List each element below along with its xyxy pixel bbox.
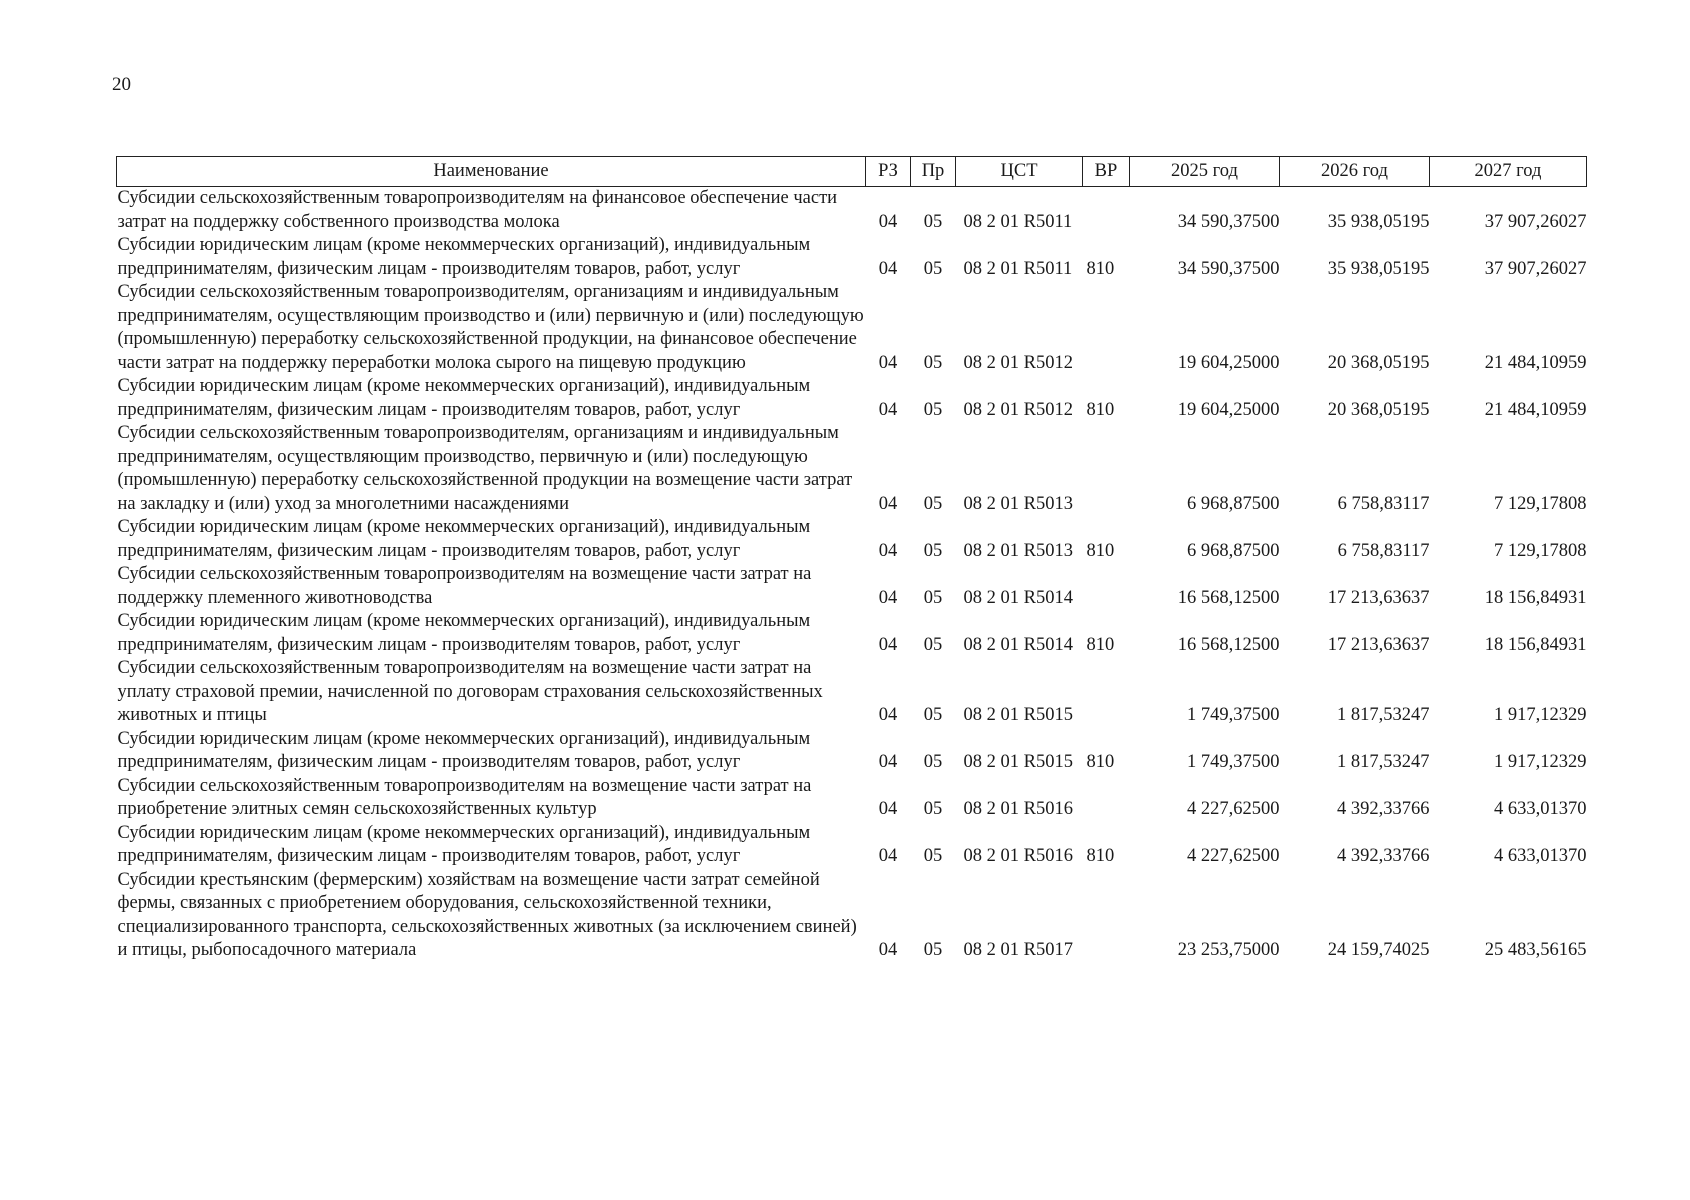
cell-rz: 04 [878,705,898,725]
cell-y2025: 34 590,37500 [1177,258,1280,279]
header-2026: 2026 год [1280,157,1430,187]
cell-pr: 05 [923,752,943,772]
cell-pr: 05 [923,940,943,960]
cell-name: Субсидии сельскохозяйственным товаропроизводителям на финансовое обеспечение части затрат на поддержку собственного производства молока [117,188,838,232]
cell-y2026: 35 938,05195 [1327,211,1430,232]
cell-rz: 04 [878,587,898,608]
cell-name: Субсидии крестьянским (фермерским) хозяйствам на возмещение части затрат семейной фермы, связанных с приобретением оборудования, сельскохозяйственной техники, специализированного транспорта, сельскохозяйственных животных (за исключением свиней) и птицы, рыбопосадочного материала [117,869,857,960]
cell-y2026: 35 938,05195 [1327,258,1430,279]
table-row [117,281,1587,375]
cell-vr: 810 [1086,399,1115,420]
cell-y2027: 37 907,26027 [1484,211,1587,232]
cell-pr: 05 [923,399,943,420]
cell-y2027: 7 129,17808 [1494,540,1587,561]
cell-cst: 08 2 01 R5016 [963,846,1073,866]
table-header-row [117,157,1587,187]
cell-cst: 08 2 01 R5015 [963,752,1073,772]
cell-y2027: 21 484,10959 [1484,399,1587,420]
table-row [117,187,1587,235]
header-2025: 2025 год [1130,157,1280,187]
cell-y2026: 4 392,33766 [1337,846,1430,866]
table-row [117,775,1587,822]
cell-y2025: 6 968,87500 [1187,493,1280,514]
cell-rz: 04 [878,352,898,373]
table-row [117,516,1587,563]
cell-y2025: 16 568,12500 [1177,634,1280,655]
header-pr: Пр [911,157,956,187]
cell-cst: 08 2 01 R5011 [963,258,1073,279]
header-name: Наименование [117,157,866,187]
cell-y2026: 20 368,05195 [1327,352,1430,373]
cell-vr [1083,422,1130,516]
cell-name: Субсидии юридическим лицам (кроме некоммерческих организаций), индивидуальным предпринимателям, физическим лицам - производителям товаров, работ, услуг [117,822,811,866]
cell-y2025: 34 590,37500 [1177,211,1280,232]
cell-y2025: 6 968,87500 [1187,540,1280,561]
cell-y2026: 4 392,33766 [1337,799,1430,819]
page-number: 20 [112,74,131,95]
cell-vr: 810 [1086,634,1115,655]
cell-y2025: 1 749,37500 [1187,752,1280,772]
cell-pr: 05 [923,587,943,608]
cell-cst: 08 2 01 R5013 [963,493,1073,514]
cell-pr: 05 [923,540,943,561]
cell-cst: 08 2 01 R5017 [963,940,1073,960]
cell-name: Субсидии юридическим лицам (кроме некоммерческих организаций), индивидуальным предпринимателям, физическим лицам - производителям товаров, работ, услуг [117,517,811,561]
cell-name: Субсидии сельскохозяйственным товаропроизводителям на возмещение части затрат на поддержку племенного животноводства [117,564,812,608]
cell-cst: 08 2 01 R5014 [963,634,1073,655]
cell-name: Субсидии сельскохозяйственным товаропроизводителям, организациям и индивидуальным предпринимателям, осуществляющим производство и (или) первичную и (или) последующую (промышленную) переработку сельскохозяйственной продукции, на финансовое обеспечение части затрат на поддержку переработки молока сырого на пищевую продукцию [117,282,864,373]
cell-name: Субсидии юридическим лицам (кроме некоммерческих организаций), индивидуальным предпринимателям, физическим лицам - производителям товаров, работ, услуг [117,728,811,772]
table-row [117,657,1587,728]
cell-y2026: 6 758,83117 [1337,540,1430,561]
cell-rz: 04 [878,540,898,561]
cell-cst: 08 2 01 R5011 [963,211,1073,232]
cell-name: Субсидии сельскохозяйственным товаропроизводителям, организациям и индивидуальным предпринимателям, осуществляющим производство, первичную и (или) последующую (промышленную) переработку сельскохозяйственной продукции на возмещение части затрат на закладку и (или) уход за многолетними насаждениями [117,423,853,514]
cell-pr: 05 [923,493,943,514]
table-row [117,234,1587,281]
cell-y2027: 37 907,26027 [1484,258,1587,279]
budget-table [116,156,1587,963]
cell-pr: 05 [923,258,943,279]
cell-y2026: 1 817,53247 [1337,752,1430,772]
cell-y2025: 4 227,62500 [1187,846,1280,866]
cell-y2027: 4 633,01370 [1494,846,1587,866]
cell-cst: 08 2 01 R5015 [963,705,1073,725]
cell-name: Субсидии сельскохозяйственным товаропроизводителям на возмещение части затрат на приобретение элитных семян сельскохозяйственных культур [117,775,812,819]
cell-y2025: 23 253,75000 [1177,940,1280,960]
cell-pr: 05 [923,352,943,373]
cell-cst: 08 2 01 R5016 [963,799,1073,819]
cell-vr [1083,187,1130,235]
cell-rz: 04 [878,752,898,772]
cell-rz: 04 [878,493,898,514]
cell-cst: 08 2 01 R5013 [963,540,1073,561]
cell-y2027: 1 917,12329 [1494,705,1587,725]
cell-vr [1083,563,1130,610]
cell-name: Субсидии юридическим лицам (кроме некоммерческих организаций), индивидуальным предпринимателям, физическим лицам - производителям товаров, работ, услуг [117,376,811,420]
header-cst: ЦСТ [956,157,1083,187]
cell-name: Субсидии юридическим лицам (кроме некоммерческих организаций), индивидуальным предпринимателям, физическим лицам - производителям товаров, работ, услуг [117,611,811,655]
cell-pr: 05 [923,634,943,655]
cell-pr: 05 [923,705,943,725]
cell-y2027: 21 484,10959 [1484,352,1587,373]
cell-y2026: 6 758,83117 [1337,493,1430,514]
cell-y2026: 17 213,63637 [1327,587,1430,608]
header-rz: РЗ [866,157,911,187]
cell-rz: 04 [878,399,898,420]
table-row [117,375,1587,422]
cell-y2026: 1 817,53247 [1337,705,1430,725]
cell-pr: 05 [923,211,943,232]
cell-y2026: 20 368,05195 [1327,399,1430,420]
cell-cst: 08 2 01 R5014 [963,587,1073,608]
table-row [117,610,1587,657]
cell-vr [1083,281,1130,375]
cell-y2025: 19 604,25000 [1177,352,1280,373]
cell-y2027: 18 156,84931 [1484,634,1587,655]
cell-cst: 08 2 01 R5012 [963,399,1073,420]
header-2027: 2027 год [1430,157,1587,187]
cell-pr: 05 [923,799,943,819]
table-row [117,728,1587,775]
cell-y2027: 1 917,12329 [1494,752,1587,772]
cell-rz: 04 [878,940,898,960]
cell-vr: 810 [1086,846,1115,866]
cell-vr: 810 [1086,540,1115,561]
cell-cst: 08 2 01 R5012 [963,352,1073,373]
table-row [117,869,1587,963]
cell-pr: 05 [923,846,943,866]
cell-rz: 04 [878,846,898,866]
cell-y2027: 4 633,01370 [1494,799,1587,819]
cell-y2025: 1 749,37500 [1187,705,1280,725]
cell-y2027: 25 483,56165 [1484,940,1587,960]
cell-vr [1083,775,1130,822]
table-row [117,822,1587,869]
cell-name: Субсидии сельскохозяйственным товаропроизводителям на возмещение части затрат на уплату страховой премии, начисленной по договорам страхования сельскохозяйственных животных и птицы [117,658,823,725]
cell-y2027: 7 129,17808 [1494,493,1587,514]
cell-y2026: 17 213,63637 [1327,634,1430,655]
cell-rz: 04 [878,211,898,232]
cell-name: Субсидии юридическим лицам (кроме некоммерческих организаций), индивидуальным предпринимателям, физическим лицам - производителям товаров, работ, услуг [117,235,811,279]
table-body [117,187,1587,963]
cell-vr [1083,869,1130,963]
cell-vr: 810 [1086,258,1115,279]
cell-y2027: 18 156,84931 [1484,587,1587,608]
header-vr: ВР [1083,157,1130,187]
cell-vr: 810 [1086,752,1115,772]
cell-vr [1083,657,1130,728]
cell-rz: 04 [878,799,898,819]
table-row [117,563,1587,610]
cell-y2025: 16 568,12500 [1177,587,1280,608]
cell-y2026: 24 159,74025 [1327,940,1430,960]
table-row [117,422,1587,516]
cell-rz: 04 [878,258,898,279]
cell-rz: 04 [878,634,898,655]
cell-y2025: 19 604,25000 [1177,399,1280,420]
cell-y2025: 4 227,62500 [1187,799,1280,819]
